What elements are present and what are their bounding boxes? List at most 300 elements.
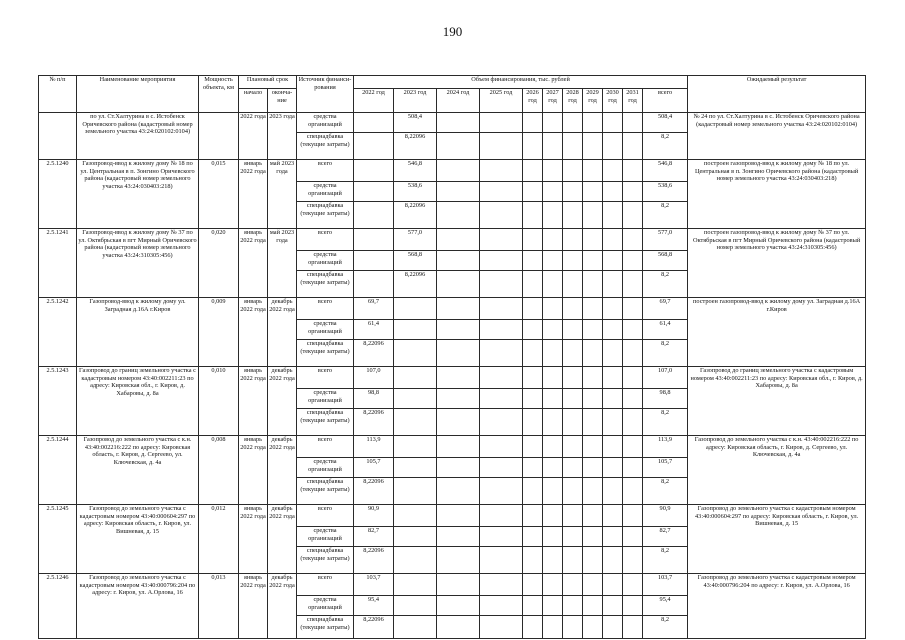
- value-empty: [480, 202, 523, 229]
- value-empty: [523, 202, 543, 229]
- funding-source: спецнадбавка (текущие затраты): [297, 202, 354, 229]
- value-empty: [583, 202, 603, 229]
- entry-name: Газопровод до земельного участка с кадастровым номером 43:40:000796:204 по адресу: г. Киров, ул. А.Орлова, 16: [77, 574, 199, 639]
- value-empty: [543, 505, 563, 527]
- value-empty: [623, 436, 643, 458]
- value-total: 69,7: [643, 298, 688, 320]
- table-row: [39, 505, 866, 527]
- value-total: 538,6: [643, 182, 688, 202]
- header-num: № п/п: [39, 76, 77, 113]
- value-empty: [563, 596, 583, 616]
- value-empty: [437, 616, 480, 639]
- value-empty: [543, 320, 563, 340]
- value-empty: [623, 251, 643, 271]
- value-empty: [523, 547, 543, 574]
- entry-num: 2.5.1241: [39, 229, 77, 298]
- value-empty: [563, 160, 583, 182]
- table-row: [39, 160, 866, 182]
- value-empty: [623, 527, 643, 547]
- value-empty: [603, 436, 623, 458]
- value-empty: [603, 478, 623, 505]
- header-year: 2030 год: [603, 89, 623, 113]
- value-empty: [543, 251, 563, 271]
- value-empty: [480, 547, 523, 574]
- value-total: 98,8: [643, 389, 688, 409]
- value-empty: [437, 527, 480, 547]
- entry-name: Газопровод-ввод к жилому дому № 37 по ул. Октябрьская в пгт Мирный Оричевского района (кадастровый номер земельного участка 43:24:310305:456): [77, 229, 199, 298]
- value-empty: [583, 596, 603, 616]
- value-2022: 8,22096: [354, 478, 394, 505]
- value-total: 107,0: [643, 367, 688, 389]
- value-empty: [583, 229, 603, 251]
- value-empty: [480, 251, 523, 271]
- funding-source: спецнадбавка (текущие затраты): [297, 547, 354, 574]
- value-empty: [437, 436, 480, 458]
- value-total: 508,4: [643, 113, 688, 133]
- value-empty: [523, 527, 543, 547]
- value-2022: 98,8: [354, 389, 394, 409]
- value-empty: [543, 298, 563, 320]
- value-empty: [543, 574, 563, 596]
- value-empty: [583, 182, 603, 202]
- value-empty: [543, 547, 563, 574]
- value-empty: [543, 478, 563, 505]
- value-empty: [583, 389, 603, 409]
- value-empty: [480, 340, 523, 367]
- value-empty: [480, 527, 523, 547]
- header-total: всего: [643, 89, 688, 113]
- entry-capacity: 0,009: [199, 298, 239, 367]
- value-empty: [583, 574, 603, 596]
- value-total: 546,8: [643, 160, 688, 182]
- value-total: 8,2: [643, 409, 688, 436]
- entry-result: построен газопровод-ввод к жилому дому ул. Заградная д.16А г.Киров: [688, 298, 866, 367]
- entry-result: построен газопровод-ввод к жилому дому № 18 по ул. Центральная в п. Зонгино Оричевского района (кадастровый номер земельного участка 43:24:030403:218): [688, 160, 866, 229]
- value-empty: [603, 320, 623, 340]
- value-2023: 8,22096: [394, 271, 437, 298]
- value-2023: [394, 527, 437, 547]
- value-2022: [354, 133, 394, 160]
- value-empty: [623, 596, 643, 616]
- value-empty: [603, 229, 623, 251]
- value-empty: [563, 298, 583, 320]
- header-year: 2028 год: [563, 89, 583, 113]
- value-empty: [437, 251, 480, 271]
- funding-source: средства организаций: [297, 527, 354, 547]
- value-2022: 8,22096: [354, 616, 394, 639]
- value-empty: [543, 458, 563, 478]
- value-empty: [623, 202, 643, 229]
- value-2022: 8,22096: [354, 547, 394, 574]
- financing-table: [38, 75, 866, 639]
- value-empty: [563, 367, 583, 389]
- value-total: 61,4: [643, 320, 688, 340]
- value-empty: [523, 298, 543, 320]
- entry-end: май 2023 года: [268, 229, 297, 298]
- value-empty: [437, 574, 480, 596]
- value-empty: [523, 574, 543, 596]
- value-empty: [543, 133, 563, 160]
- value-empty: [437, 182, 480, 202]
- value-total: 82,7: [643, 527, 688, 547]
- entry-name: Газопровод до границ земельного участка с кадастровым номером 43:40:002211:23 по адресу: Кировская обл., г. Киров, д. Хабаровы, д. 8а: [77, 367, 199, 436]
- header-result: Ожидаемый результат: [688, 76, 866, 113]
- entry-capacity: 0,012: [199, 505, 239, 574]
- value-empty: [583, 616, 603, 639]
- value-2023: [394, 505, 437, 527]
- value-empty: [623, 271, 643, 298]
- value-2023: 546,8: [394, 160, 437, 182]
- value-empty: [437, 458, 480, 478]
- value-empty: [563, 202, 583, 229]
- entry-num: 2.5.1243: [39, 367, 77, 436]
- value-empty: [623, 458, 643, 478]
- value-empty: [583, 478, 603, 505]
- value-total: 95,4: [643, 596, 688, 616]
- value-empty: [523, 505, 543, 527]
- value-2023: [394, 389, 437, 409]
- entry-result: № 24 по ул. Ст.Халтурина в с. Истобенск Оричевского района (кадастровый номер земельного участка 43:24:020102:0104): [688, 113, 866, 160]
- value-empty: [437, 547, 480, 574]
- value-empty: [563, 527, 583, 547]
- value-empty: [523, 229, 543, 251]
- value-empty: [437, 367, 480, 389]
- value-2023: [394, 616, 437, 639]
- funding-source: средства организаций: [297, 596, 354, 616]
- value-empty: [603, 367, 623, 389]
- entry-name: Газопровод-ввод к жилому дому № 18 по ул. Центральная в п. Зонгино Оричевского района (кадастровый номер земельного участка 43:24:030403:218): [77, 160, 199, 229]
- value-empty: [583, 298, 603, 320]
- value-empty: [437, 409, 480, 436]
- value-empty: [523, 616, 543, 639]
- value-2023: [394, 478, 437, 505]
- value-empty: [480, 298, 523, 320]
- value-empty: [480, 596, 523, 616]
- funding-source: средства организаций: [297, 182, 354, 202]
- entry-name: Газопровод-ввод к жилому дому ул. Заградная д.16А г.Киров: [77, 298, 199, 367]
- header-year: 2024 год: [437, 89, 480, 113]
- entry-capacity: [199, 113, 239, 160]
- entry-name: по ул. Ст.Халтурина в с. Истобенск Оричевского района (кадастровый номер земельного участка 43:24:020102:0104): [77, 113, 199, 160]
- table-row: [39, 298, 866, 320]
- value-empty: [583, 251, 603, 271]
- value-empty: [623, 478, 643, 505]
- value-empty: [563, 505, 583, 527]
- value-2023: 8,22096: [394, 133, 437, 160]
- value-empty: [563, 320, 583, 340]
- entry-start: январь 2022 года: [239, 574, 268, 639]
- value-empty: [437, 320, 480, 340]
- value-empty: [623, 505, 643, 527]
- entry-result: построен газопровод-ввод к жилому дому № 37 по ул. Октябрьская в пгт Мирный Оричевского района (кадастровый номер земельного участка 43:24:310305:456): [688, 229, 866, 298]
- header-name: Наименование мероприятия: [77, 76, 199, 113]
- value-empty: [603, 251, 623, 271]
- value-2022: 8,22096: [354, 340, 394, 367]
- funding-source: всего: [297, 229, 354, 251]
- value-empty: [480, 182, 523, 202]
- value-empty: [563, 616, 583, 639]
- entry-start: 2022 года: [239, 113, 268, 160]
- value-empty: [623, 298, 643, 320]
- value-2023: [394, 458, 437, 478]
- value-empty: [563, 251, 583, 271]
- value-empty: [583, 367, 603, 389]
- funding-source: спецнадбавка (текущие затраты): [297, 409, 354, 436]
- value-empty: [543, 229, 563, 251]
- value-empty: [480, 409, 523, 436]
- header-year: 2029 год: [583, 89, 603, 113]
- value-total: 103,7: [643, 574, 688, 596]
- table-body: [39, 113, 866, 639]
- value-2022: 107,0: [354, 367, 394, 389]
- value-2023: [394, 320, 437, 340]
- value-empty: [563, 458, 583, 478]
- value-total: 8,2: [643, 478, 688, 505]
- value-empty: [583, 458, 603, 478]
- value-empty: [583, 340, 603, 367]
- entry-end: декабрь 2022 года: [268, 367, 297, 436]
- value-empty: [563, 271, 583, 298]
- page-number: 190: [442, 24, 463, 39]
- entry-end: декабрь 2022 года: [268, 574, 297, 639]
- header-year: 2026 год: [523, 89, 543, 113]
- value-empty: [523, 160, 543, 182]
- value-empty: [480, 574, 523, 596]
- header-end: оконча-ние: [268, 89, 297, 113]
- value-empty: [603, 298, 623, 320]
- funding-source: спецнадбавка (текущие затраты): [297, 478, 354, 505]
- value-empty: [623, 113, 643, 133]
- value-empty: [437, 113, 480, 133]
- table-row: [39, 113, 866, 133]
- entry-end: декабрь 2022 года: [268, 505, 297, 574]
- value-empty: [523, 367, 543, 389]
- value-empty: [563, 113, 583, 133]
- value-2022: 103,7: [354, 574, 394, 596]
- table-row: [39, 436, 866, 458]
- value-2023: [394, 436, 437, 458]
- entry-start: январь 2022 года: [239, 367, 268, 436]
- value-empty: [437, 229, 480, 251]
- value-2023: [394, 409, 437, 436]
- value-empty: [437, 298, 480, 320]
- value-empty: [563, 340, 583, 367]
- value-empty: [437, 596, 480, 616]
- value-empty: [603, 547, 623, 574]
- value-empty: [623, 389, 643, 409]
- value-empty: [437, 160, 480, 182]
- value-total: 8,2: [643, 133, 688, 160]
- value-empty: [603, 505, 623, 527]
- value-2022: [354, 202, 394, 229]
- value-empty: [480, 160, 523, 182]
- value-empty: [523, 113, 543, 133]
- value-empty: [480, 616, 523, 639]
- value-empty: [563, 547, 583, 574]
- header-source: Источник финанси-рования: [297, 76, 354, 113]
- funding-source: всего: [297, 436, 354, 458]
- table-row: [39, 229, 866, 251]
- value-total: 577,0: [643, 229, 688, 251]
- value-empty: [563, 229, 583, 251]
- header-start: начало: [239, 89, 268, 113]
- value-2023: 508,4: [394, 113, 437, 133]
- entry-result: Газопровод до земельного участка с к.н. 43:40:002216:222 по адресу: Кировская область, г. Киров, д. Сергеево, ул. Ключевская, д. 4а: [688, 436, 866, 505]
- value-2022: [354, 113, 394, 133]
- value-empty: [563, 133, 583, 160]
- value-empty: [543, 527, 563, 547]
- value-2022: 82,7: [354, 527, 394, 547]
- value-empty: [603, 160, 623, 182]
- entry-start: январь 2022 года: [239, 160, 268, 229]
- value-2022: 69,7: [354, 298, 394, 320]
- value-2022: [354, 229, 394, 251]
- funding-source: спецнадбавка (текущие затраты): [297, 133, 354, 160]
- value-empty: [603, 389, 623, 409]
- value-total: 8,2: [643, 547, 688, 574]
- value-total: 568,8: [643, 251, 688, 271]
- funding-source: спецнадбавка (текущие затраты): [297, 340, 354, 367]
- funding-source: всего: [297, 160, 354, 182]
- value-2022: [354, 160, 394, 182]
- value-2022: 113,9: [354, 436, 394, 458]
- entry-capacity: 0,008: [199, 436, 239, 505]
- value-total: 113,9: [643, 436, 688, 458]
- value-empty: [437, 340, 480, 367]
- value-total: 105,7: [643, 458, 688, 478]
- value-empty: [603, 527, 623, 547]
- value-empty: [543, 182, 563, 202]
- header-capacity: Мощность объекта, км: [199, 76, 239, 113]
- header-year: 2031 год: [623, 89, 643, 113]
- value-2022: [354, 182, 394, 202]
- value-empty: [480, 133, 523, 160]
- value-empty: [543, 616, 563, 639]
- value-2022: [354, 251, 394, 271]
- value-empty: [543, 160, 563, 182]
- value-empty: [583, 271, 603, 298]
- value-2022: [354, 271, 394, 298]
- value-empty: [523, 133, 543, 160]
- value-empty: [603, 409, 623, 436]
- value-empty: [543, 271, 563, 298]
- funding-source: всего: [297, 574, 354, 596]
- value-empty: [623, 229, 643, 251]
- value-total: 90,9: [643, 505, 688, 527]
- value-empty: [563, 574, 583, 596]
- value-empty: [583, 547, 603, 574]
- value-empty: [543, 596, 563, 616]
- header-period: Плановый срок: [239, 76, 297, 89]
- entry-start: январь 2022 года: [239, 229, 268, 298]
- value-empty: [583, 320, 603, 340]
- value-2023: [394, 367, 437, 389]
- table-row: [39, 574, 866, 596]
- value-empty: [437, 133, 480, 160]
- entry-num: 2.5.1246: [39, 574, 77, 639]
- value-empty: [583, 133, 603, 160]
- funding-source: средства организаций: [297, 320, 354, 340]
- value-empty: [523, 389, 543, 409]
- value-empty: [603, 182, 623, 202]
- value-empty: [603, 271, 623, 298]
- entry-num: 2.5.1242: [39, 298, 77, 367]
- value-empty: [623, 182, 643, 202]
- entry-start: январь 2022 года: [239, 298, 268, 367]
- entry-end: декабрь 2022 года: [268, 298, 297, 367]
- funding-source: спецнадбавка (текущие затраты): [297, 271, 354, 298]
- value-empty: [623, 133, 643, 160]
- value-empty: [583, 113, 603, 133]
- table-row: [39, 367, 866, 389]
- value-empty: [523, 340, 543, 367]
- entry-end: 2023 года: [268, 113, 297, 160]
- value-empty: [583, 505, 603, 527]
- value-empty: [623, 160, 643, 182]
- entry-name: Газопровод до земельного участка с кадастровым номером 43:40:000604:297 по адресу: Кировская область, г. Киров, ул. Вишневая, д. 15: [77, 505, 199, 574]
- entry-end: май 2023 года: [268, 160, 297, 229]
- value-empty: [583, 409, 603, 436]
- value-empty: [543, 367, 563, 389]
- header-year: 2022 год: [354, 89, 394, 113]
- entry-result: Газопровод до земельного участка с кадастровым номером 43:40:000604:297 по адресу: Кировская область, г. Киров, ул. Вишневая, д. 15: [688, 505, 866, 574]
- entry-num: 2.5.1244: [39, 436, 77, 505]
- value-total: 8,2: [643, 340, 688, 367]
- value-empty: [603, 574, 623, 596]
- value-2023: [394, 298, 437, 320]
- value-empty: [480, 367, 523, 389]
- funding-source: спецнадбавка (текущие затраты): [297, 616, 354, 639]
- value-empty: [563, 182, 583, 202]
- value-empty: [543, 113, 563, 133]
- value-empty: [437, 389, 480, 409]
- value-empty: [480, 505, 523, 527]
- value-empty: [583, 436, 603, 458]
- value-2023: [394, 574, 437, 596]
- value-empty: [603, 616, 623, 639]
- value-total: 8,2: [643, 271, 688, 298]
- value-empty: [563, 389, 583, 409]
- value-empty: [623, 547, 643, 574]
- value-empty: [523, 182, 543, 202]
- value-empty: [603, 133, 623, 160]
- value-2023: 577,0: [394, 229, 437, 251]
- value-empty: [523, 271, 543, 298]
- funding-source: всего: [297, 298, 354, 320]
- value-empty: [623, 320, 643, 340]
- value-empty: [603, 596, 623, 616]
- value-empty: [583, 160, 603, 182]
- value-2023: 8,22096: [394, 202, 437, 229]
- funding-source: средства организаций: [297, 458, 354, 478]
- entry-start: январь 2022 года: [239, 436, 268, 505]
- funding-source: средства организаций: [297, 113, 354, 133]
- header-year: 2025 год: [480, 89, 523, 113]
- value-empty: [480, 389, 523, 409]
- value-2023: [394, 596, 437, 616]
- value-empty: [603, 202, 623, 229]
- value-2022: 90,9: [354, 505, 394, 527]
- value-empty: [623, 367, 643, 389]
- value-empty: [543, 409, 563, 436]
- value-empty: [523, 251, 543, 271]
- value-2022: 105,7: [354, 458, 394, 478]
- value-2022: 61,4: [354, 320, 394, 340]
- entry-num: [39, 113, 77, 160]
- value-empty: [603, 340, 623, 367]
- value-empty: [623, 340, 643, 367]
- entry-num: 2.5.1240: [39, 160, 77, 229]
